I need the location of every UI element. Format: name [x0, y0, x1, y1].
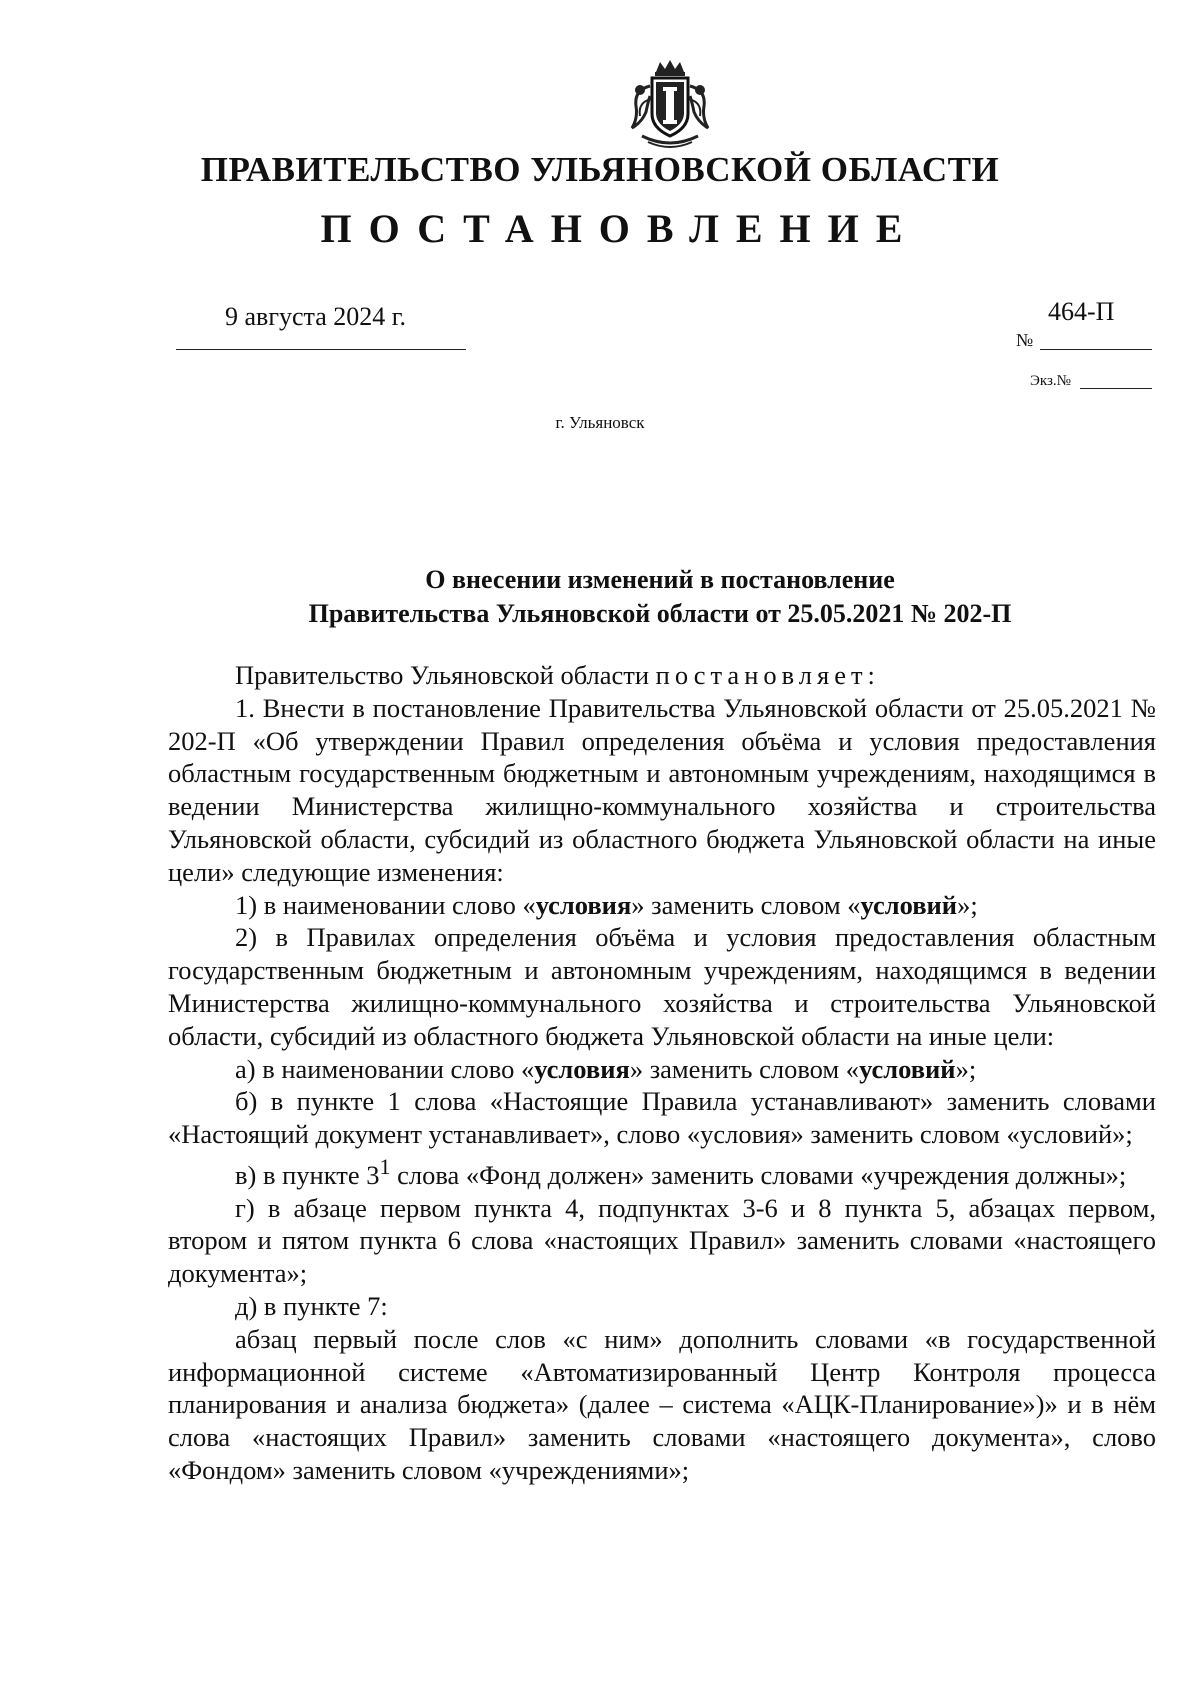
bold-word: условия [534, 1053, 630, 1084]
government-title: ПРАВИТЕЛЬСТВО УЛЬЯНОВСКОЙ ОБЛАСТИ [200, 150, 1000, 189]
document-date: 9 августа 2024 г. [225, 302, 406, 331]
text-fragment: а) в наименовании слово « [235, 1053, 535, 1084]
copy-number-label: Экз.№ [1030, 373, 1071, 389]
subject-line-2: Правительства Ульяновской области от 25.05.2021 № 202-П [308, 599, 1012, 628]
number-underline [1040, 349, 1152, 350]
paragraph-item-2: 2) в Правилах определения объёма и условия предоставления областным государственным бюджетным и автономным учреждениям, находящимся в ведении Министерства жилищно-коммунального хозяйства и строительства Ульяновской области, субсидий из областного бюджета Ульяновской области на иные цели: [168, 922, 1156, 1051]
text-fragment: »; [955, 1053, 977, 1084]
copy-number-underline [1080, 388, 1152, 389]
preamble-verb: постановляет: [655, 660, 880, 690]
paragraph-item-d-text: абзац первый после слов «с ним» дополнить словами «в государственной информационной системе «Автоматизированный Центр Контроля процесса планирования и анализа бюджета» (далее – система «АЦК-Планирование»)» и в нём слова «настоящих Правил» заменить словами «настоящего документа», слово «Фондом» заменить словом «учреждениями»; [168, 1323, 1156, 1485]
text-fragment: » заменить словом « [629, 1053, 860, 1084]
city: г. Ульяновск [555, 413, 645, 432]
number-label: № [1016, 330, 1034, 350]
text-fragment: в) в пункте 3 [235, 1159, 380, 1190]
text-fragment: » заменить словом « [631, 889, 861, 920]
paragraph-item-d: д) в пункте 7: [235, 1290, 388, 1321]
paragraph-item-v [168, 1151, 1156, 1192]
preamble-subject: Правительство Ульяновской области [235, 660, 656, 690]
bold-word: условия [535, 889, 632, 920]
document-body [168, 659, 1156, 1487]
paragraph-1: 1. Внести в постановление Правительства Ульяновской области от 25.05.2021 № 202-П «Об утверждении Правил определения объёма и условия предоставления областным государственным бюджетным и автономным учреждениям, находящимся в ведении Министерства жилищно-коммунального хозяйства и строительства Ульяновской области, субсидий из областного бюджета Ульяновской области на иные цели» следующие изменения: [168, 692, 1156, 887]
text-fragment: »; [957, 889, 978, 920]
document-type: ПОСТАНОВЛЕНИЕ [320, 206, 920, 251]
text-fragment: 1) в наименовании слово « [235, 889, 536, 920]
paragraph-item-1 [168, 889, 1156, 922]
bold-word: условий [859, 1053, 956, 1084]
document-number: 464-П [1048, 297, 1115, 326]
superscript: 1 [379, 1153, 391, 1179]
preamble [168, 659, 1156, 692]
text-fragment: слова «Фонд должен» заменить словами «учреждения должны»; [390, 1159, 1127, 1190]
paragraph-item-b: б) в пункте 1 слова «Настоящие Правила устанавливают» заменить словами «Настоящий документ устанавливает», слово «условия» заменить словом «условий»; [168, 1086, 1156, 1150]
date-underline [176, 349, 466, 350]
coat-of-arms-emblem [622, 56, 718, 152]
paragraph-item-g: г) в абзаце первом пункта 4, подпунктах 3-6 и 8 пункта 5, абзацах первом, втором и пятом пункта 6 слова «настоящих Правил» заменить словами «настоящего документа»; [168, 1192, 1156, 1289]
subject-line-1: О внесении изменений в постановление [425, 565, 895, 594]
paragraph-item-a [168, 1053, 1156, 1086]
document-subject [160, 563, 1160, 631]
bold-word: условий [860, 889, 958, 920]
